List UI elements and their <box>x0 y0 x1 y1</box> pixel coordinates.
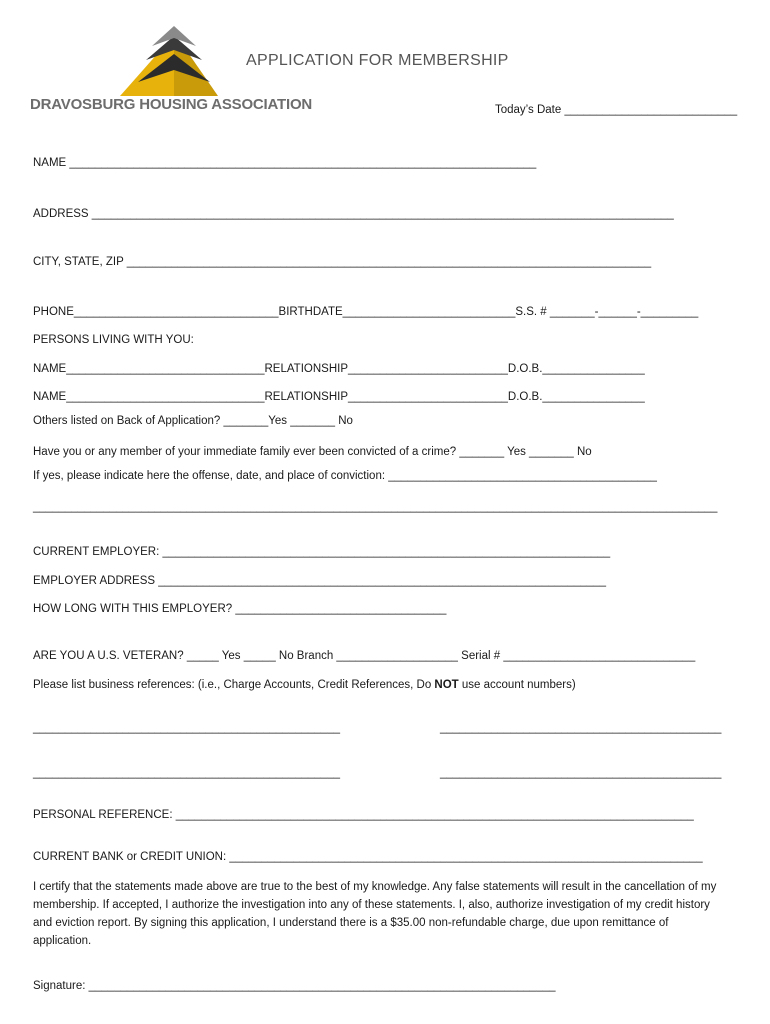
signature-field[interactable]: Signature: _________________________________________________________________________ <box>33 980 556 992</box>
business-reference-line[interactable]: ________________________________________________ <box>33 767 340 779</box>
address-field[interactable]: ADDRESS ___________________________________________________________________________________________ <box>33 208 674 220</box>
employer-address-field[interactable]: EMPLOYER ADDRESS ______________________________________________________________________ <box>33 575 606 587</box>
current-employer-field[interactable]: CURRENT EMPLOYER: ______________________________________________________________________ <box>33 546 611 558</box>
business-reference-line[interactable]: ____________________________________________ <box>440 767 722 779</box>
city-state-zip-field[interactable]: CITY, STATE, ZIP __________________________________________________________________________________ <box>33 256 652 268</box>
business-references-instructions <box>33 679 576 691</box>
person-row[interactable]: NAME_______________________________RELATIONSHIP_________________________D.O.B.________________ <box>33 363 645 375</box>
page-title: APPLICATION FOR MEMBERSHIP <box>246 52 509 69</box>
not-emphasis: NOT <box>434 679 459 691</box>
todays-date-field[interactable]: Today’s Date ___________________________ <box>495 104 738 116</box>
employment-duration-field[interactable]: HOW LONG WITH THIS EMPLOYER? _________________________________ <box>33 603 447 615</box>
conviction-question[interactable]: Have you or any member of your immediate family ever been convicted of a crime? _______ Yes _______ No <box>33 446 592 458</box>
persons-living-heading: PERSONS LIVING WITH YOU: <box>33 334 194 346</box>
name-field[interactable]: NAME _________________________________________________________________________ <box>33 157 537 169</box>
business-reference-line[interactable]: ____________________________________________ <box>440 722 722 734</box>
business-references-text: Please list business references: (i.e., Charge Accounts, Credit References, Do <box>33 679 435 691</box>
certification-paragraph: I certify that the statements made above are true to the best of my knowledge. Any false statements will result in the cancellation of my membership. If accepted, I authorize the investigation into any of these statements. I, also, authorize investigation of my credit history and eviction report. By signing this application, I understand there is a $35.00 non-refundable charge, due upon remittance of application. <box>33 881 717 947</box>
conviction-details-line[interactable]: ___________________________________________________________________________________________________________ <box>33 501 718 513</box>
association-logo <box>118 22 222 98</box>
veteran-field[interactable]: ARE YOU A U.S. VETERAN? _____ Yes _____ No Branch ___________________ Serial # ______________________________ <box>33 650 696 662</box>
current-bank-field[interactable]: CURRENT BANK or CREDIT UNION: __________________________________________________________________________ <box>33 851 703 863</box>
phone-birthdate-ssn-field[interactable]: PHONE________________________________BIRTHDATE___________________________S.S. # _______-______-_________ <box>33 306 699 318</box>
person-row[interactable]: NAME_______________________________RELATIONSHIP_________________________D.O.B.________________ <box>33 391 645 403</box>
conviction-details-field[interactable]: If yes, please indicate here the offense, date, and place of conviction: __________________________________________ <box>33 470 657 482</box>
personal-reference-field[interactable]: PERSONAL REFERENCE: _________________________________________________________________________________ <box>33 809 694 821</box>
business-reference-line[interactable]: ________________________________________________ <box>33 722 340 734</box>
organization-name: DRAVOSBURG HOUSING ASSOCIATION <box>30 96 313 113</box>
business-references-text-suffix: use account numbers) <box>458 679 576 691</box>
others-listed-field[interactable]: Others listed on Back of Application? _______Yes _______ No <box>33 415 353 427</box>
